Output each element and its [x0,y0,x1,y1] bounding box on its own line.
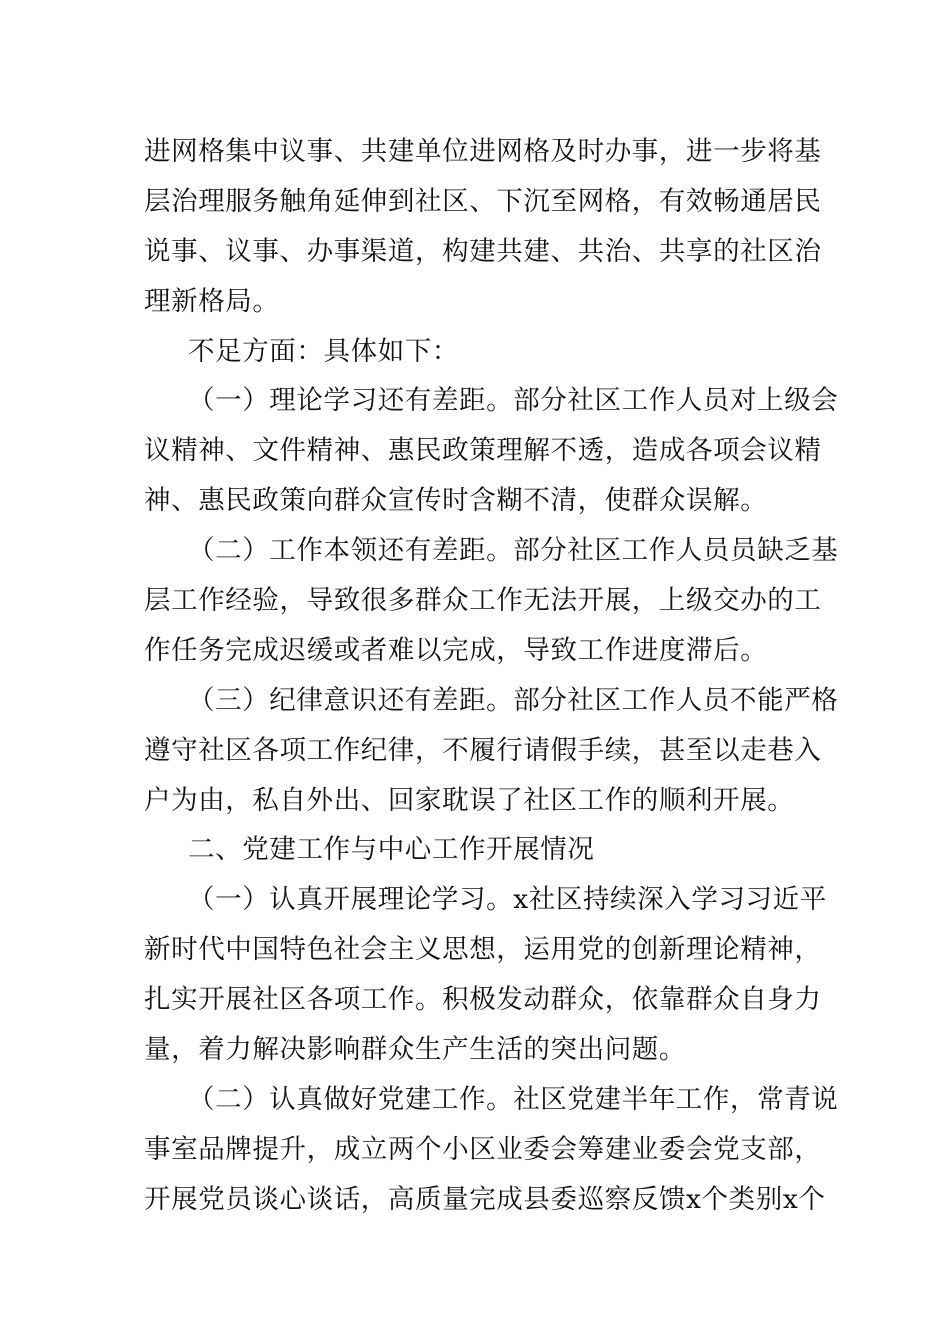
paragraph-line: 事室品牌提升，成立两个小区业委会筹建业委会党支部， [144,1134,822,1165]
section-heading: 二、党建工作与中心工作开展情况 [188,834,595,865]
paragraph-line: 不足方面：具体如下： [188,336,459,367]
paragraph-line: 户为由，私自外出、回家耽误了社区工作的顺利开展。 [144,785,795,816]
paragraph-line: 遵守社区各项工作纪律，不履行请假手续，甚至以走巷入 [144,735,822,766]
paragraph-line: （二）认真做好党建工作。社区党建半年工作，常青说 [188,1084,839,1115]
paragraph-line: 开展党员谈心谈话，高质量完成县委巡察反馈x个类别x个 [144,1184,826,1215]
paragraph-line: 作任务完成迟缓或者难以完成，导致工作进度滞后。 [144,635,768,666]
paragraph-line: 层治理服务触角延伸到社区、下沉至网格，有效畅通居民 [144,186,822,217]
paragraph-line: 进网格集中议事、共建单位进网格及时办事，进一步将基 [144,136,822,167]
paragraph-line: （三）纪律意识还有差距。部分社区工作人员不能严格 [188,685,839,716]
paragraph-line: 量，着力解决影响群众生产生活的突出问题。 [144,1034,686,1065]
paragraph-line: 理新格局。 [144,286,280,317]
paragraph-line: 层工作经验，导致很多群众工作无法开展，上级交办的工 [144,585,822,616]
paragraph-line: （一）理论学习还有差距。部分社区工作人员对上级会 [188,385,839,416]
paragraph-line: （二）工作本领还有差距。部分社区工作人员员缺乏基 [188,535,839,566]
paragraph-line: 神、惠民政策向群众宣传时含糊不清，使群众误解。 [144,485,768,516]
paragraph-line: （一）认真开展理论学习。x社区持续深入学习习近平 [188,884,827,915]
paragraph-line: 说事、议事、办事渠道，构建共建、共治、共享的社区治 [144,236,822,267]
paragraph-line: 扎实开展社区各项工作。积极发动群众，依靠群众自身力 [144,984,822,1015]
paragraph-line: 议精神、文件精神、惠民政策理解不透，造成各项会议精 [144,435,822,466]
paragraph-line: 新时代中国特色社会主义思想，运用党的创新理论精神， [144,934,822,965]
